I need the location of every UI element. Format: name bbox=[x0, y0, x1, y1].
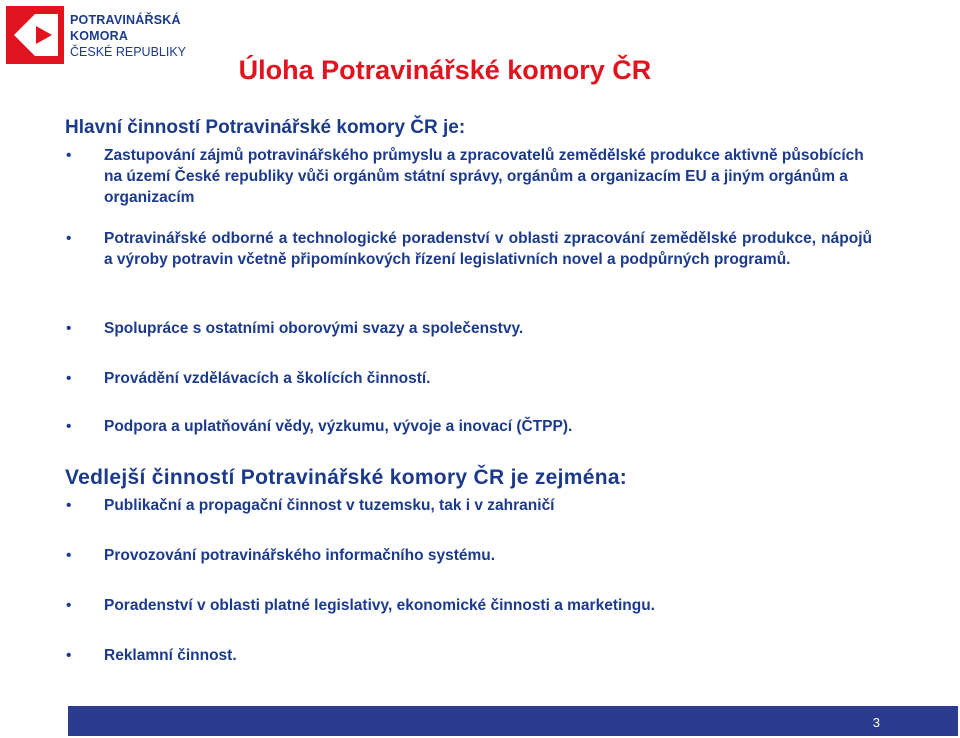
list-item-text: Publikační a propagační činnost v tuzemsku, tak i v zahraničí bbox=[104, 497, 555, 514]
bullet-icon: • bbox=[66, 497, 72, 514]
bullet-icon: • bbox=[66, 547, 72, 564]
page-title: Úloha Potravinářské komory ČR bbox=[238, 55, 652, 85]
bullet-icon: • bbox=[66, 147, 72, 164]
bullet-icon: • bbox=[66, 597, 72, 614]
page-number: 3 bbox=[872, 715, 880, 730]
footer-bar bbox=[68, 706, 958, 736]
list-item-text: Provádění vzdělávacích a školících činností. bbox=[104, 370, 431, 387]
bullet-icon: • bbox=[66, 230, 72, 247]
list-item-text: Provozování potravinářského informačního systému. bbox=[104, 547, 496, 564]
logo-line-1: POTRAVINÁŘSKÁ bbox=[70, 13, 181, 27]
list-item-text: Potravinářské odborné a technologické poradenství v oblasti zpracování zemědělské produkce, nápojů a výroby potravin včetně připomínkových řízení legislativních novel a podpůrných programů. bbox=[104, 230, 872, 268]
bullet-icon: • bbox=[66, 370, 72, 387]
list-item-text: Zastupování zájmů potravinářského průmyslu a zpracovatelů zemědělské produkce aktivně působících na území České republiky vůči orgánům státní správy, orgánům a organizacím EU a jiným orgánům a organizacím bbox=[104, 147, 864, 206]
bullet-icon: • bbox=[66, 418, 72, 435]
list-item-text: Poradenství v oblasti platné legislativy, ekonomické činnosti a marketingu. bbox=[104, 597, 655, 614]
secondary-activities-heading: Vedlejší činností Potravinářské komory ČR je zejména: bbox=[65, 466, 628, 489]
list-item-text: Podpora a uplatňování vědy, výzkumu, vývoje a inovací (ČTPP). bbox=[104, 418, 573, 435]
logo-line-2: KOMORA bbox=[70, 29, 129, 43]
list-item-text: Reklamní činnost. bbox=[104, 647, 237, 664]
main-activities-heading: Hlavní činností Potravinářské komory ČR je: bbox=[65, 117, 466, 138]
logo-wordmark bbox=[70, 12, 186, 60]
bullet-icon: • bbox=[66, 647, 72, 664]
list-item-text: Spolupráce s ostatními oborovými svazy a společenstvy. bbox=[104, 320, 524, 337]
bullet-icon: • bbox=[66, 320, 72, 337]
logo-line-3: ČESKÉ REPUBLIKY bbox=[70, 45, 187, 59]
